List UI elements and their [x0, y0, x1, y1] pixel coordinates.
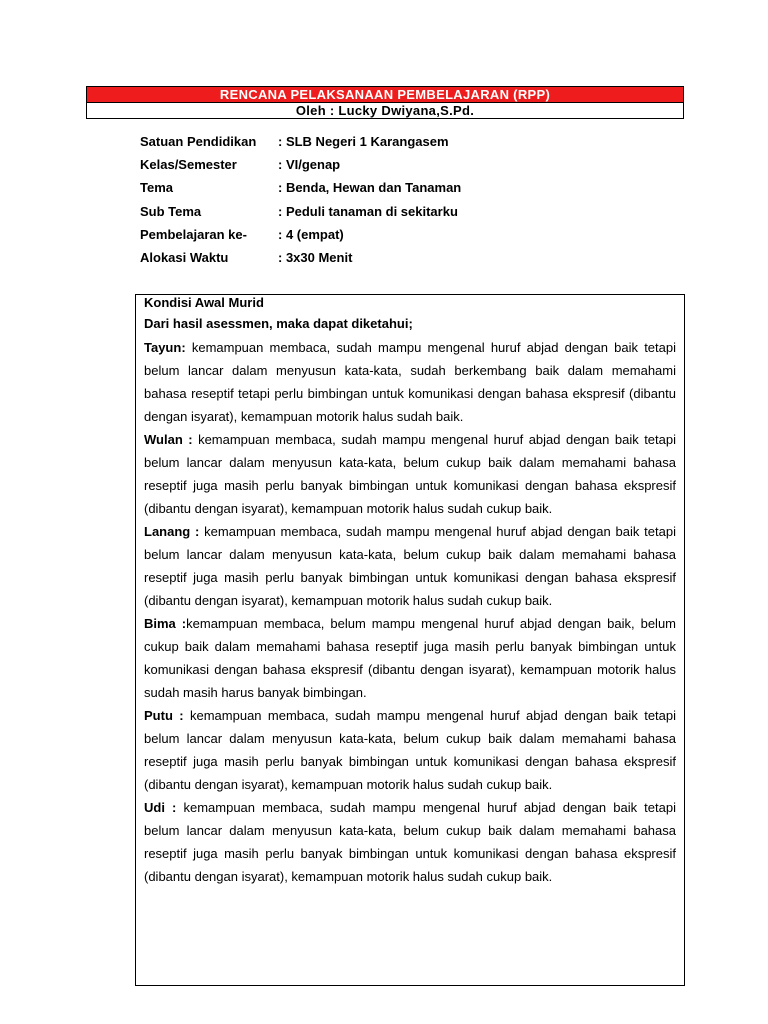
student-name: Udi :	[144, 800, 177, 815]
document-author: Oleh : Lucky Dwiyana,S.Pd.	[295, 103, 475, 118]
student-description: kemampuan membaca, sudah mampu mengenal huruf abjad dengan baik tetapi belum lancar dalam menyusun kata-kata, belum cukup baik dalam memahami bahasa reseptif juga masih perlu banyak bimbingan untuk komunikasi dengan bahasa ekspresif (dibantu dengan isyarat), kemampuan motorik halus sudah cukup baik.	[144, 708, 677, 792]
student-paragraph	[144, 520, 676, 612]
identity-row-lesson	[140, 223, 461, 246]
initial-condition-box	[135, 294, 685, 986]
identity-row-time	[140, 246, 461, 269]
student-description: kemampuan membaca, sudah mampu mengenal huruf abjad dengan baik tetapi belum lancar dalam menyusun kata-kata, belum cukup baik dalam memahami bahasa reseptif juga masih perlu banyak bimbingan untuk komunikasi dengan bahasa ekspresif (dibantu dengan isyarat), kemampuan motorik halus sudah cukup baik.	[144, 524, 676, 608]
identity-value: : Peduli tanaman di sekitarku	[278, 203, 458, 219]
identity-label: Satuan Pendidikan	[140, 134, 257, 149]
student-description: kemampuan membaca, sudah mampu mengenal huruf abjad dengan baik tetapi belum lancar dalam menyusun kata-kata, belum cukup baik dalam memahami bahasa reseptif juga masih perlu banyak bimbingan untuk komunikasi dengan bahasa ekspresif (dibantu dengan isyarat), kemampuan motorik halus sudah cukup baik.	[144, 800, 676, 884]
student-paragraph	[144, 796, 676, 888]
student-description: kemampuan membaca, sudah mampu mengenal huruf abjad dengan baik tetapi belum lancar dalam menyusun kata-kata, sudah berkembang baik dalam memahami bahasa reseptif tetapi perlu bimbingan untuk komunikasi dengan bahasa ekspresif (dibantu dengan isyarat), kemampuan motorik halus sudah baik.	[144, 340, 676, 424]
student-paragraph	[144, 428, 676, 520]
identity-label: Alokasi Waktu	[140, 249, 229, 265]
identity-label: Kelas/Semester	[140, 157, 237, 173]
student-paragraph	[144, 612, 676, 704]
document-header	[86, 86, 684, 119]
identity-row-class	[140, 153, 461, 176]
student-description: kemampuan membaca, belum mampu mengenal huruf abjad dengan baik, belum cukup baik dalam memahami bahasa reseptif juga masih perlu banyak bimbingan untuk komunikasi dengan bahasa ekspresif (dibantu dengan isyarat), kemampuan motorik halus sudah masih harus banyak bimbingan.	[144, 616, 676, 700]
identity-label: Tema	[140, 180, 173, 196]
identity-section	[140, 130, 461, 269]
student-paragraph	[144, 704, 676, 796]
identity-row-school	[140, 130, 461, 153]
student-description: kemampuan membaca, sudah mampu mengenal huruf abjad dengan baik tetapi belum lancar dalam menyusun kata-kata, belum cukup baik dalam memahami bahasa reseptif juga masih perlu banyak bimbingan untuk komunikasi dengan bahasa ekspresif (dibantu dengan isyarat), kemampuan motorik halus sudah cukup baik.	[144, 432, 676, 516]
identity-value: : 3x30 Menit	[278, 249, 353, 265]
identity-value: : Benda, Hewan dan Tanaman	[278, 180, 462, 196]
identity-value: : SLB Negeri 1 Karangasem	[278, 134, 449, 149]
student-name: Lanang :	[144, 524, 200, 539]
student-name: Wulan :	[144, 432, 193, 447]
section-heading: Kondisi Awal Murid	[144, 295, 264, 310]
student-paragraph	[144, 336, 676, 428]
identity-row-subtheme	[140, 200, 461, 223]
identity-row-theme	[140, 176, 461, 199]
document-title: RENCANA PELAKSANAAN PEMBELAJARAN (RPP)	[87, 87, 683, 103]
identity-value: : 4 (empat)	[278, 226, 344, 242]
identity-value: : VI/genap	[278, 157, 341, 173]
student-name: Bima :	[144, 616, 187, 631]
student-name: Putu :	[144, 708, 184, 723]
identity-label: Sub Tema	[140, 203, 202, 219]
section-intro: Dari hasil asessmen, maka dapat diketahui;	[144, 316, 413, 331]
identity-label: Pembelajaran ke-	[140, 226, 247, 242]
student-name: Tayun:	[144, 340, 186, 355]
